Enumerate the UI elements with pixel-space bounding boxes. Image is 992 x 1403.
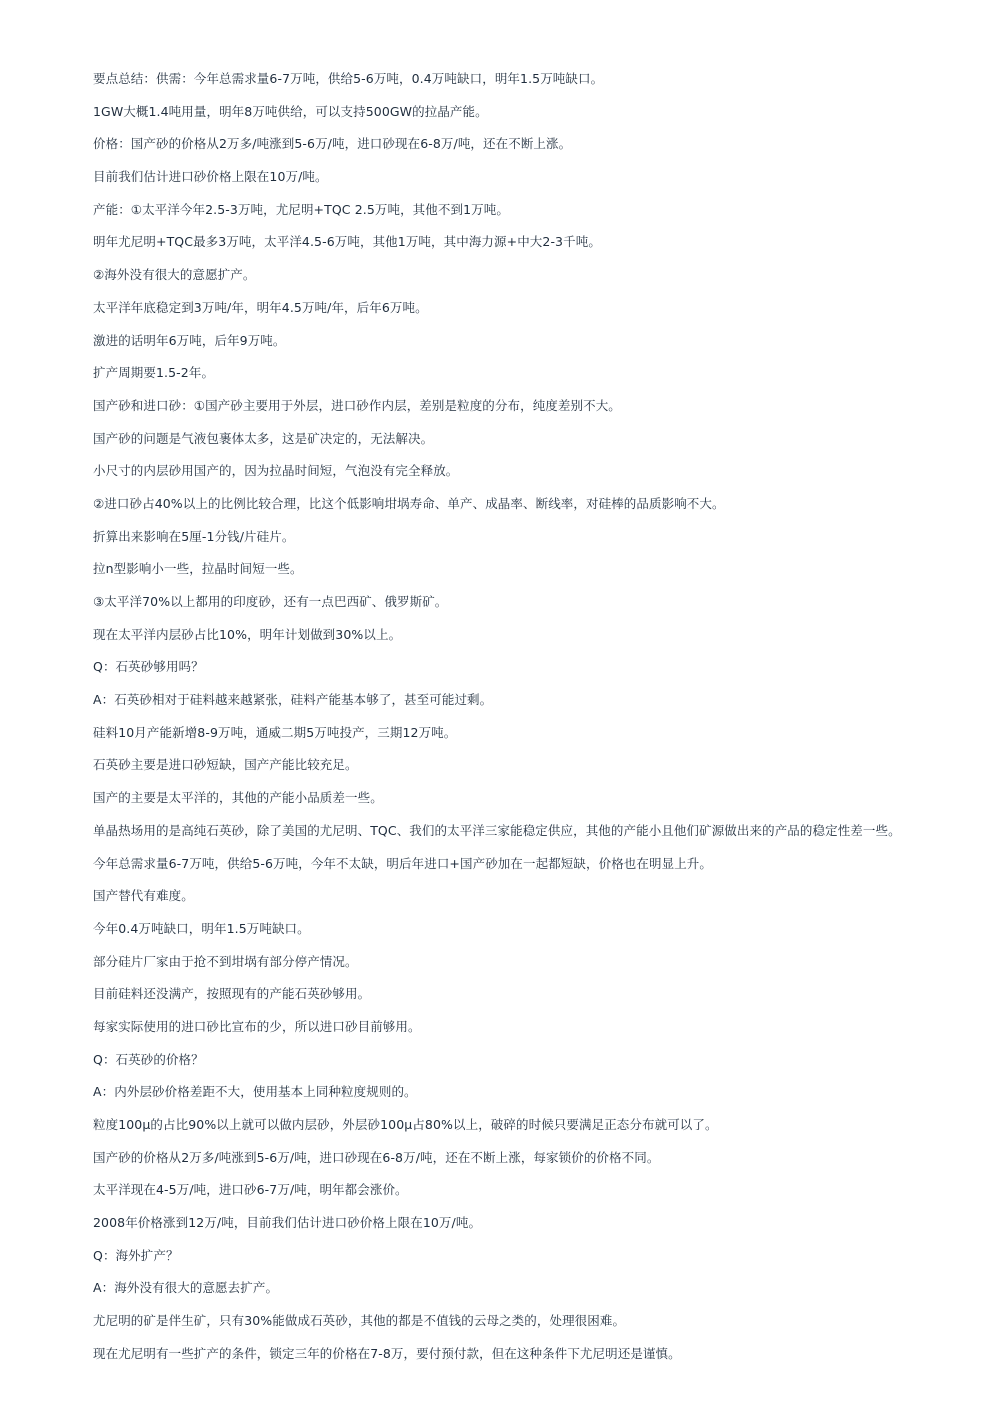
- paragraph-line: A：内外层砂价格差距不大，使用基本上同种粒度规则的。: [93, 1084, 417, 1100]
- paragraph-line: 尤尼明的矿是伴生矿，只有30%能做成石英砂，其他的都是不值钱的云母之类的，处理很困难。: [93, 1313, 626, 1329]
- paragraph-line: 现在太平洋内层砂占比10%，明年计划做到30%以上。: [93, 626, 402, 642]
- paragraph-line: 价格：国产砂的价格从2万多/吨涨到5-6万/吨，进口砂现在6-8万/吨，还在不断上涨。: [93, 136, 572, 152]
- paragraph-line: A：海外没有很大的意愿去扩产。: [93, 1280, 279, 1296]
- paragraph-line: 激进的话明年6万吨，后年9万吨。: [93, 332, 286, 348]
- paragraph-line: 1GW大概1.4吨用量，明年8万吨供给，可以支持500GW的拉晶产能。: [93, 103, 488, 119]
- paragraph-line: 折算出来影响在5厘-1分钱/片硅片。: [93, 528, 295, 544]
- paragraph-line: 石英砂主要是进口砂短缺，国产产能比较充足。: [93, 757, 358, 773]
- paragraph-line: Q：海外扩产？: [93, 1247, 179, 1263]
- paragraph-line: 现在尤尼明有一些扩产的条件，锁定三年的价格在7-8万，要付预付款，但在这种条件下尤尼明还是谨慎。: [93, 1345, 681, 1361]
- paragraph-line: 今年0.4万吨缺口，明年1.5万吨缺口。: [93, 920, 310, 936]
- paragraph-line: 目前我们估计进口砂价格上限在10万/吨。: [93, 169, 328, 185]
- paragraph-line: 要点总结：供需：今年总需求量6-7万吨，供给5-6万吨，0.4万吨缺口，明年1.5万吨缺口。: [93, 71, 604, 86]
- paragraph-line: 拉n型影响小一些，拉晶时间短一些。: [93, 561, 303, 577]
- paragraph-line: ③太平洋70%以上都用的印度砂，还有一点巴西矿、俄罗斯矿。: [93, 594, 448, 609]
- paragraph-line: 每家实际使用的进口砂比宣布的少，所以进口砂目前够用。: [93, 1018, 421, 1034]
- paragraph-line: 国产砂和进口砂：①国产砂主要用于外层，进口砂作内层，差别是粒度的分布，纯度差别不大。: [93, 397, 621, 413]
- paragraph-line: 产能：①太平洋今年2.5-3万吨，尤尼明+TQC 2.5万吨，其他不到1万吨。: [93, 201, 509, 217]
- paragraph-line: 粒度100μ的占比90%以上就可以做内层砂，外层砂100μ占80%以上，破碎的时候只要满足正态分布就可以了。: [93, 1117, 718, 1132]
- paragraph-line: 2008年价格涨到12万/吨，目前我们估计进口砂价格上限在10万/吨。: [93, 1215, 482, 1231]
- paragraph-line: 国产砂的问题是气液包裹体太多，这是矿决定的，无法解决。: [93, 430, 434, 446]
- paragraph-line: 太平洋现在4-5万/吨，进口砂6-7万/吨，明年都会涨价。: [93, 1182, 408, 1198]
- paragraph-line: 国产砂的价格从2万多/吨涨到5-6万/吨，进口砂现在6-8万/吨，还在不断上涨，每家锁价的价格不同。: [93, 1149, 660, 1165]
- document-body: [93, 70, 973, 1378]
- paragraph-line: 明年尤尼明+TQC最多3万吨，太平洋4.5-6万吨，其他1万吨，其中海力源+中大2-3千吨。: [93, 234, 601, 250]
- paragraph-line: ②海外没有很大的意愿扩产。: [93, 267, 256, 283]
- paragraph-line: 单晶热场用的是高纯石英砂，除了美国的尤尼明、TQC、我们的太平洋三家能稳定供应，其他的产能小且他们矿源做出来的产品的稳定性差一些。: [93, 822, 901, 838]
- paragraph-line: Q：石英砂的价格？: [93, 1051, 204, 1067]
- paragraph-line: 扩产周期要1.5-2年。: [93, 365, 215, 381]
- paragraph-line: 今年总需求量6-7万吨，供给5-6万吨，今年不太缺，明后年进口+国产砂加在一起都短缺，价格也在明显上升。: [93, 855, 713, 871]
- paragraph-line: Q：石英砂够用吗？: [93, 659, 204, 675]
- paragraph-line: 部分硅片厂家由于抢不到坩埚有部分停产情况。: [93, 953, 358, 969]
- paragraph-line: 硅料10月产能新增8-9万吨，通威二期5万吨投产，三期12万吨。: [93, 724, 457, 740]
- paragraph-line: 目前硅料还没满产，按照现有的产能石英砂够用。: [93, 986, 371, 1002]
- paragraph-line: 小尺寸的内层砂用国产的，因为拉晶时间短，气泡没有完全释放。: [93, 463, 459, 479]
- paragraph-line: ②进口砂占40%以上的比例比较合理，比这个低影响坩埚寿命、单产、成晶率、断线率，对硅棒的品质影响不大。: [93, 495, 725, 511]
- paragraph-line: A：石英砂相对于硅料越来越紧张，硅料产能基本够了，甚至可能过剩。: [93, 692, 493, 708]
- paragraph-line: 国产的主要是太平洋的，其他的产能小品质差一些。: [93, 790, 383, 806]
- paragraph-line: 太平洋年底稳定到3万吨/年，明年4.5万吨/年，后年6万吨。: [93, 299, 428, 315]
- paragraph-line: 国产替代有难度。: [93, 888, 194, 904]
